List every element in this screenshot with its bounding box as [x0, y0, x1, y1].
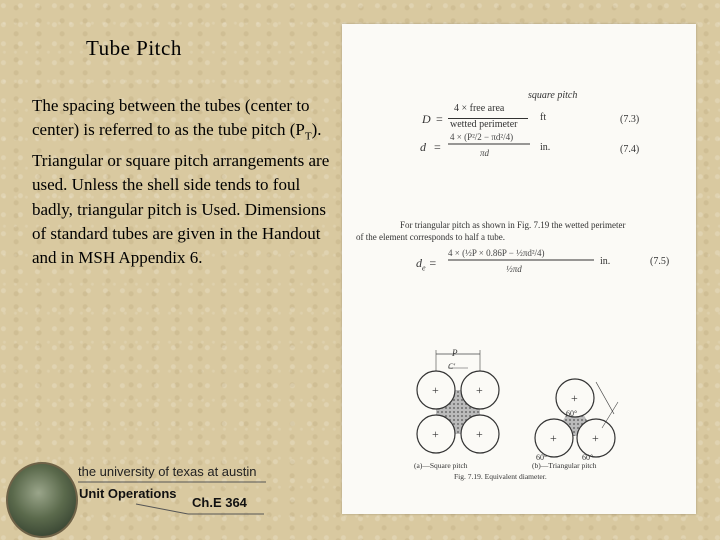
eq1-eq: = [436, 112, 443, 126]
angle-top: 60° [566, 409, 578, 418]
eq2-unit: in. [540, 142, 551, 153]
body-text-part2: ). Triangular or square pitch arrangements are used. Unless the shell side tends to foul badly, triangular pitch is Used. Dimensions of standard tubes are given in the Handout and in MSH Appendix 6. [32, 120, 330, 268]
svg-text:πd: πd [480, 148, 490, 158]
eq2-eq: = [434, 140, 441, 154]
slide-body [32, 94, 332, 270]
figure-b-caption: (b)—Triangular pitch [532, 461, 597, 470]
university-name: the university of texas at austin [78, 464, 257, 479]
svg-text:+: + [571, 391, 578, 405]
eq1-unit: ft [540, 112, 547, 123]
svg-text:+: + [432, 383, 439, 397]
figure-caption: Fig. 7.19. Equivalent diameter. [454, 472, 547, 481]
svg-text:+: + [432, 427, 439, 441]
eq3-lhs: $d_e$ = [416, 256, 437, 273]
body-text-part1: The spacing between the tubes (center to center) is referred to as the tube pitch (P [32, 96, 310, 140]
ut-logo [0, 458, 280, 540]
eq3-formula [446, 244, 596, 280]
eq1-lhs: D [422, 112, 431, 126]
figure-clearance-label: C' [448, 362, 456, 371]
triangular-text-line2: of the element corresponds to half a tube. [356, 232, 505, 242]
svg-text:+: + [476, 427, 483, 441]
triangular-text-line1: For triangular pitch as shown in Fig. 7.19 the wetted perimeter [400, 220, 626, 230]
logo-divider [76, 458, 276, 540]
eq1-numerator: 4 × free area [454, 103, 505, 114]
campus-photo [6, 462, 78, 538]
svg-text:+: + [592, 431, 599, 445]
slide-title: Tube Pitch [86, 36, 182, 60]
svg-text:½πd: ½πd [506, 264, 522, 274]
eq2-number: (7.4) [620, 144, 640, 155]
pitch-subscript: T [304, 130, 312, 143]
eq1-number: (7.3) [620, 114, 640, 125]
svg-text:+: + [476, 383, 483, 397]
textbook-excerpt [342, 24, 696, 514]
eq3-number: (7.5) [650, 256, 670, 267]
program-name: Unit Operations [79, 486, 177, 501]
figure-a-caption: (a)—Square pitch [414, 461, 468, 470]
svg-text:4 × (½P × 0.86P − ½πd²/4): 4 × (½P × 0.86P − ½πd²/4) [448, 248, 545, 258]
square-pitch-label: square pitch [528, 90, 578, 101]
eq2-lhs: d [420, 140, 426, 154]
angle-left: 60° [536, 453, 548, 462]
eq1-denominator: wetted perimeter [450, 119, 518, 130]
angle-right: 60° [582, 453, 594, 462]
svg-text:4 × (P²/2 − πd²/4): 4 × (P²/2 − πd²/4) [450, 132, 514, 142]
eq2-formula [446, 128, 532, 162]
svg-text:+: + [550, 431, 557, 445]
eq3-unit: in. [600, 256, 611, 267]
figure-pitch-label: P [452, 348, 458, 358]
course-code: Ch.E 364 [192, 495, 247, 510]
